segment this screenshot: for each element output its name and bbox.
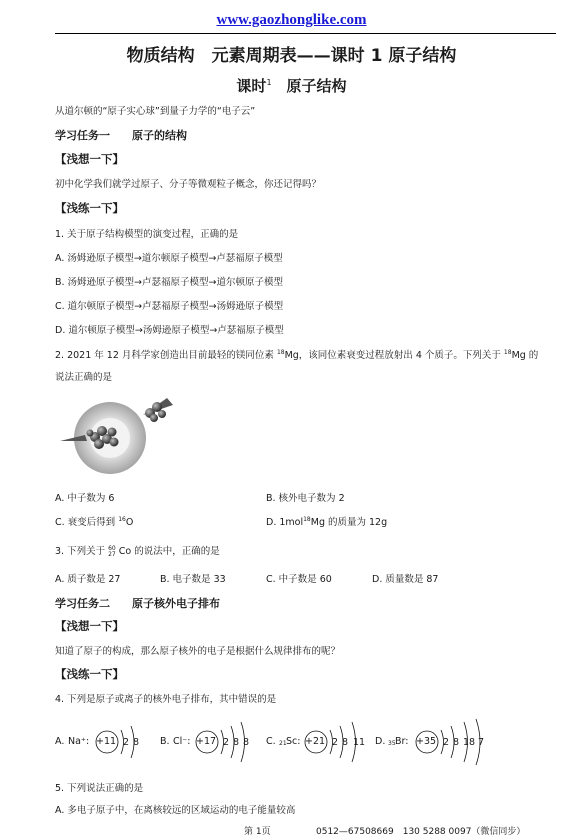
q2-stem-line2: 说法正确的是 (55, 372, 113, 383)
nucleus-charge: +17 (196, 736, 217, 747)
task1-practice-label: 【浅练一下】 (55, 201, 124, 215)
shell-count: 8 (243, 737, 250, 748)
magnesium-nucleus-illustration (55, 393, 180, 481)
task1-think-label: 【浅想一下】 (55, 152, 124, 166)
shell-count: 8 (342, 737, 349, 748)
species-label: Sc: (286, 736, 301, 747)
nucleus-charge: +35 (416, 736, 437, 747)
shell-count: 2 (443, 737, 450, 748)
co-atomic-number: 27 (108, 550, 116, 558)
q4-stem: 4. 下列是原子或离子的核外电子排布，其中错误的是 (55, 694, 277, 705)
shell-count: 2 (332, 737, 339, 748)
atomic-number: 35 (388, 740, 396, 747)
species-label: Cl⁻: (173, 736, 191, 747)
option-letter: A. (55, 736, 65, 747)
shell-count: 2 (123, 737, 130, 748)
q2-option-d: D. 1mol$^{18}$Mg 的质量为 12g (266, 515, 388, 528)
subtitle-topic: 原子结构 (286, 77, 347, 95)
species-label: Na⁺: (68, 736, 90, 747)
nucleus-charge: +11 (96, 736, 117, 747)
task2-think-text: 知道了原子的构成，那么原子核外的电子是根据什么规律排布的呢？ (55, 646, 341, 657)
task1-title: 学习任务一 原子的结构 (55, 129, 187, 142)
task2-title: 学习任务二 原子核外电子排布 (55, 597, 220, 610)
option-letter: C. (266, 736, 276, 747)
page-title: 物质结构 元素周期表——课时 1 原子结构 (126, 46, 457, 66)
task1-think-text: 初中化学我们就学过原子、分子等微观粒子概念，你还记得吗？ (55, 179, 322, 190)
q3-stem: 3. 下列关于 60 27 Co 的说法中，正确的是 (55, 544, 220, 558)
shell-count: 2 (223, 737, 230, 748)
site-link[interactable]: www.gaozhonglike.com (216, 12, 367, 28)
shell-count: 7 (478, 737, 485, 748)
q5-option-a: A. 多电子原子中，在离核较远的区域运动的电子能量较高 (55, 805, 296, 816)
shell-count: 8 (453, 737, 460, 748)
subtitle-number: 1 (266, 78, 272, 87)
shell-count: 11 (353, 737, 366, 748)
q4-option-a (55, 718, 155, 766)
q1-option-a: A. 汤姆逊原子模型→道尔顿原子模型→卢瑟福原子模型 (55, 253, 283, 264)
atomic-number: 21 (279, 740, 287, 747)
q1-option-d: D. 道尔顿原子模型→汤姆逊原子模型→卢瑟福原子模型 (55, 325, 284, 336)
q4-option-b (160, 718, 265, 766)
q3-option-d: D. 质量数是 87 (372, 574, 439, 585)
shell-count: 8 (133, 737, 140, 748)
shell-count: 8 (233, 737, 240, 748)
nucleus-charge: +21 (305, 736, 326, 747)
footer-contact: 0512—67508669 130 5288 0097（微信同步） (316, 827, 526, 837)
q1-option-c: C. 道尔顿原子模型→卢瑟福原子模型→汤姆逊原子模型 (55, 301, 284, 312)
task2-practice-label: 【浅练一下】 (55, 667, 124, 681)
q4-option-d (375, 718, 505, 766)
q3-option-a: A. 质子数是 27 (55, 574, 121, 585)
task2-think-label: 【浅想一下】 (55, 619, 124, 633)
shell-count: 18 (463, 737, 476, 748)
q3-option-c: C. 中子数是 60 (266, 574, 332, 585)
q2-stem: 2. 2021 年 12 月科学家创造出目前最轻的镁同位素 $^{18}$Mg，该同位素衰变过程放射出 4 个质子。下列关于 $^{18}$Mg 的 (55, 348, 539, 361)
q5-stem: 5. 下列说法正确的是 (55, 783, 144, 794)
q1-option-b: B. 汤姆逊原子模型→卢瑟福原子模型→道尔顿原子模型 (55, 277, 283, 288)
option-letter: B. (160, 736, 170, 747)
co-mass-number: 60 (108, 544, 116, 552)
subtitle-label: 课时 (236, 77, 267, 95)
q3-option-b: B. 电子数是 33 (160, 574, 226, 585)
q1-stem: 1. 关于原子结构模型的演变过程，正确的是 (55, 229, 239, 240)
header-rule (55, 33, 556, 34)
intro-text: 从道尔顿的“原子实心球”到量子力学的“电子云” (55, 106, 256, 117)
lesson-subtitle (0, 75, 583, 96)
page-number: 第 1页 (244, 827, 271, 837)
q2-option-b: B. 核外电子数为 2 (266, 493, 345, 504)
q2-option-c: C. 衰变后得到 $^{16}$O (55, 515, 134, 528)
option-letter: D. (375, 736, 386, 747)
q2-option-a: A. 中子数为 6 (55, 493, 115, 504)
q4-option-c (266, 718, 374, 766)
species-label: Br: (395, 736, 409, 747)
